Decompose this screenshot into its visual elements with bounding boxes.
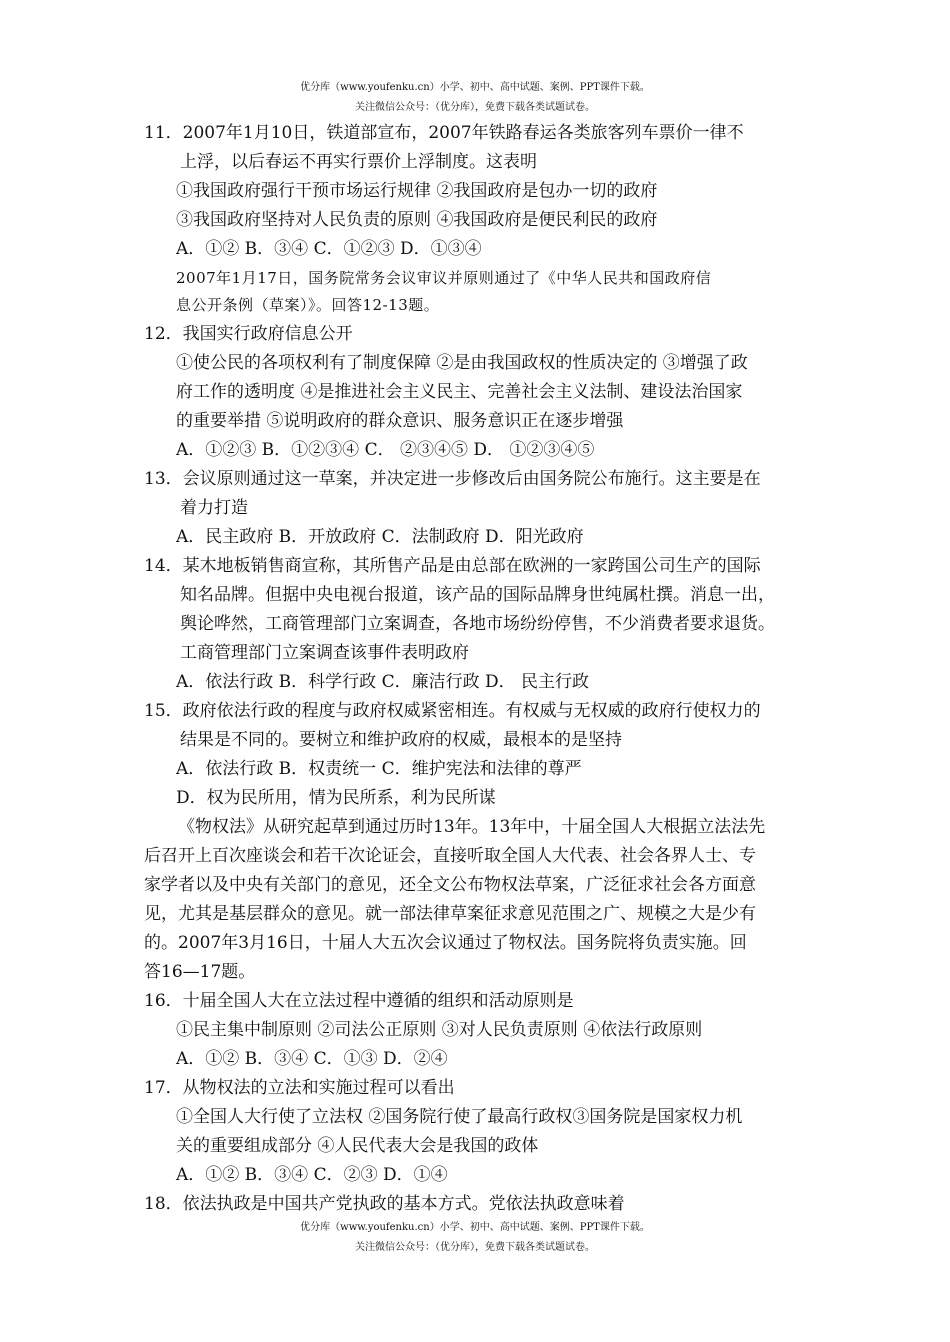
q11-option-line-1: ①我国政府强行干预市场运行规律 ②我国政府是包办一切的政府	[176, 181, 658, 201]
q16-choices: A．①② B．③④ C．①③ D．②④	[176, 1049, 448, 1069]
q11-stem-line-2: 上浮，以后春运不再实行票价上浮制度。这表明	[180, 152, 537, 172]
q14-stem-line-1: 14．某木地板销售商宣称，其所售产品是由总部在欧洲的一家跨国公司生产的国际	[144, 556, 761, 576]
q11-option-line-2: ③我国政府坚持对人民负责的原则 ④我国政府是便民利民的政府	[176, 210, 658, 230]
q16-option-line-1: ①民主集中制原则 ②司法公正原则 ③对人民负责原则 ④依法行政原则	[176, 1020, 703, 1040]
q17-choices: A．①② B．③④ C．②③ D．①④	[176, 1165, 448, 1185]
q15-stem-line-2: 结果是不同的。要树立和维护政府的权威，最根本的是坚持	[180, 730, 622, 750]
q14-stem-line-4: 工商管理部门立案调查该事件表明政府	[180, 643, 469, 663]
q14-choices: A．依法行政 B．科学行政 C．廉洁行政 D． 民主行政	[176, 672, 590, 692]
q15-stem-line-1: 15．政府依法行政的程度与政府权威紧密相连。有权威与无权威的政府行使权力的	[144, 701, 761, 721]
footer-line-1: 优分库（www.youfenku.cn）小学、初中、高中试题、案例、PPT课件下载。	[300, 1222, 650, 1233]
footer-line-2: 关注微信公众号：（优分库），免费下载各类试题试卷。	[355, 1242, 595, 1253]
header-line-1: 优分库（www.youfenku.cn）小学、初中、高中试题、案例、PPT课件下载。	[300, 82, 650, 93]
material-16-17-line-1: 《物权法》从研究起草到通过历时13年。13年中，十届全国人大根据立法法先	[178, 817, 766, 837]
q14-stem-line-2: 知名品牌。但据中央电视台报道，该产品的国际品牌身世纯属杜撰。消息一出，	[180, 585, 775, 605]
material-16-17-line-5: 的。2007年3月16日，十届人大五次会议通过了物权法。国务院将负责实施。回	[144, 933, 747, 953]
q11-stem-line-1: 11．2007年1月10日，铁道部宣布，2007年铁路春运各类旅客列车票价一律不	[144, 123, 744, 143]
q12-option-line-2: 府工作的透明度 ④是推进社会主义民主、完善社会主义法制、建设法治国家	[176, 382, 743, 402]
material-16-17-line-3: 家学者以及中央有关部门的意见，还全文公布物权法草案，广泛征求社会各方面意	[144, 875, 756, 895]
header-line-2: 关注微信公众号：（优分库），免费下载各类试题试卷。	[355, 102, 595, 113]
material-12-13-line-1: 2007年1月17日，国务院常务会议审议并原则通过了《中华人民共和国政府信	[176, 269, 712, 287]
material-12-13-line-2: 息公开条例（草案）》。回答12-13题。	[176, 296, 440, 314]
q15-choices-line-2: D．权为民所用，情为民所系，利为民所谋	[176, 788, 496, 808]
q13-stem-line-2: 着力打造	[180, 498, 248, 518]
q11-choices: A．①② B．③④ C．①②③ D．①③④	[176, 239, 482, 259]
q12-stem: 12．我国实行政府信息公开	[144, 324, 353, 344]
q12-option-line-3: 的重要举措 ⑤说明政府的群众意识、服务意识正在逐步增强	[176, 411, 624, 431]
q18-stem: 18．依法执政是中国共产党执政的基本方式。党依法执政意味着	[144, 1194, 625, 1214]
q17-option-line-1: ①全国人大行使了立法权 ②国务院行使了最高行政权③国务院是国家权力机	[176, 1107, 743, 1127]
q13-choices: A．民主政府 B．开放政府 C．法制政府 D．阳光政府	[176, 527, 584, 547]
material-16-17-line-6: 答16—17题。	[144, 962, 256, 982]
q12-option-line-1: ①使公民的各项权利有了制度保障 ②是由我国政权的性质决定的 ③增强了政	[176, 353, 748, 373]
material-16-17-line-4: 见，尤其是基层群众的意见。就一部法律草案征求意见范围之广、规模之大是少有	[144, 904, 756, 924]
q16-stem: 16．十届全国人大在立法过程中遵循的组织和活动原则是	[144, 991, 574, 1011]
q14-stem-line-3: 舆论哗然，工商管理部门立案调查，各地市场纷纷停售，不少消费者要求退货。	[180, 614, 775, 634]
material-16-17-line-2: 后召开上百次座谈会和若干次论证会，直接听取全国人大代表、社会各界人士、专	[144, 846, 756, 866]
q15-choices-line-1: A．依法行政 B．权责统一 C．维护宪法和法律的尊严	[176, 759, 582, 779]
q17-stem: 17．从物权法的立法和实施过程可以看出	[144, 1078, 455, 1098]
q13-stem-line-1: 13．会议原则通过这一草案，并决定进一步修改后由国务院公布施行。这主要是在	[144, 469, 761, 489]
q12-choices: A．①②③ B．①②③④ C． ②③④⑤ D． ①②③④⑤	[176, 440, 595, 460]
q17-option-line-2: 关的重要组成部分 ④人民代表大会是我国的政体	[176, 1136, 539, 1156]
